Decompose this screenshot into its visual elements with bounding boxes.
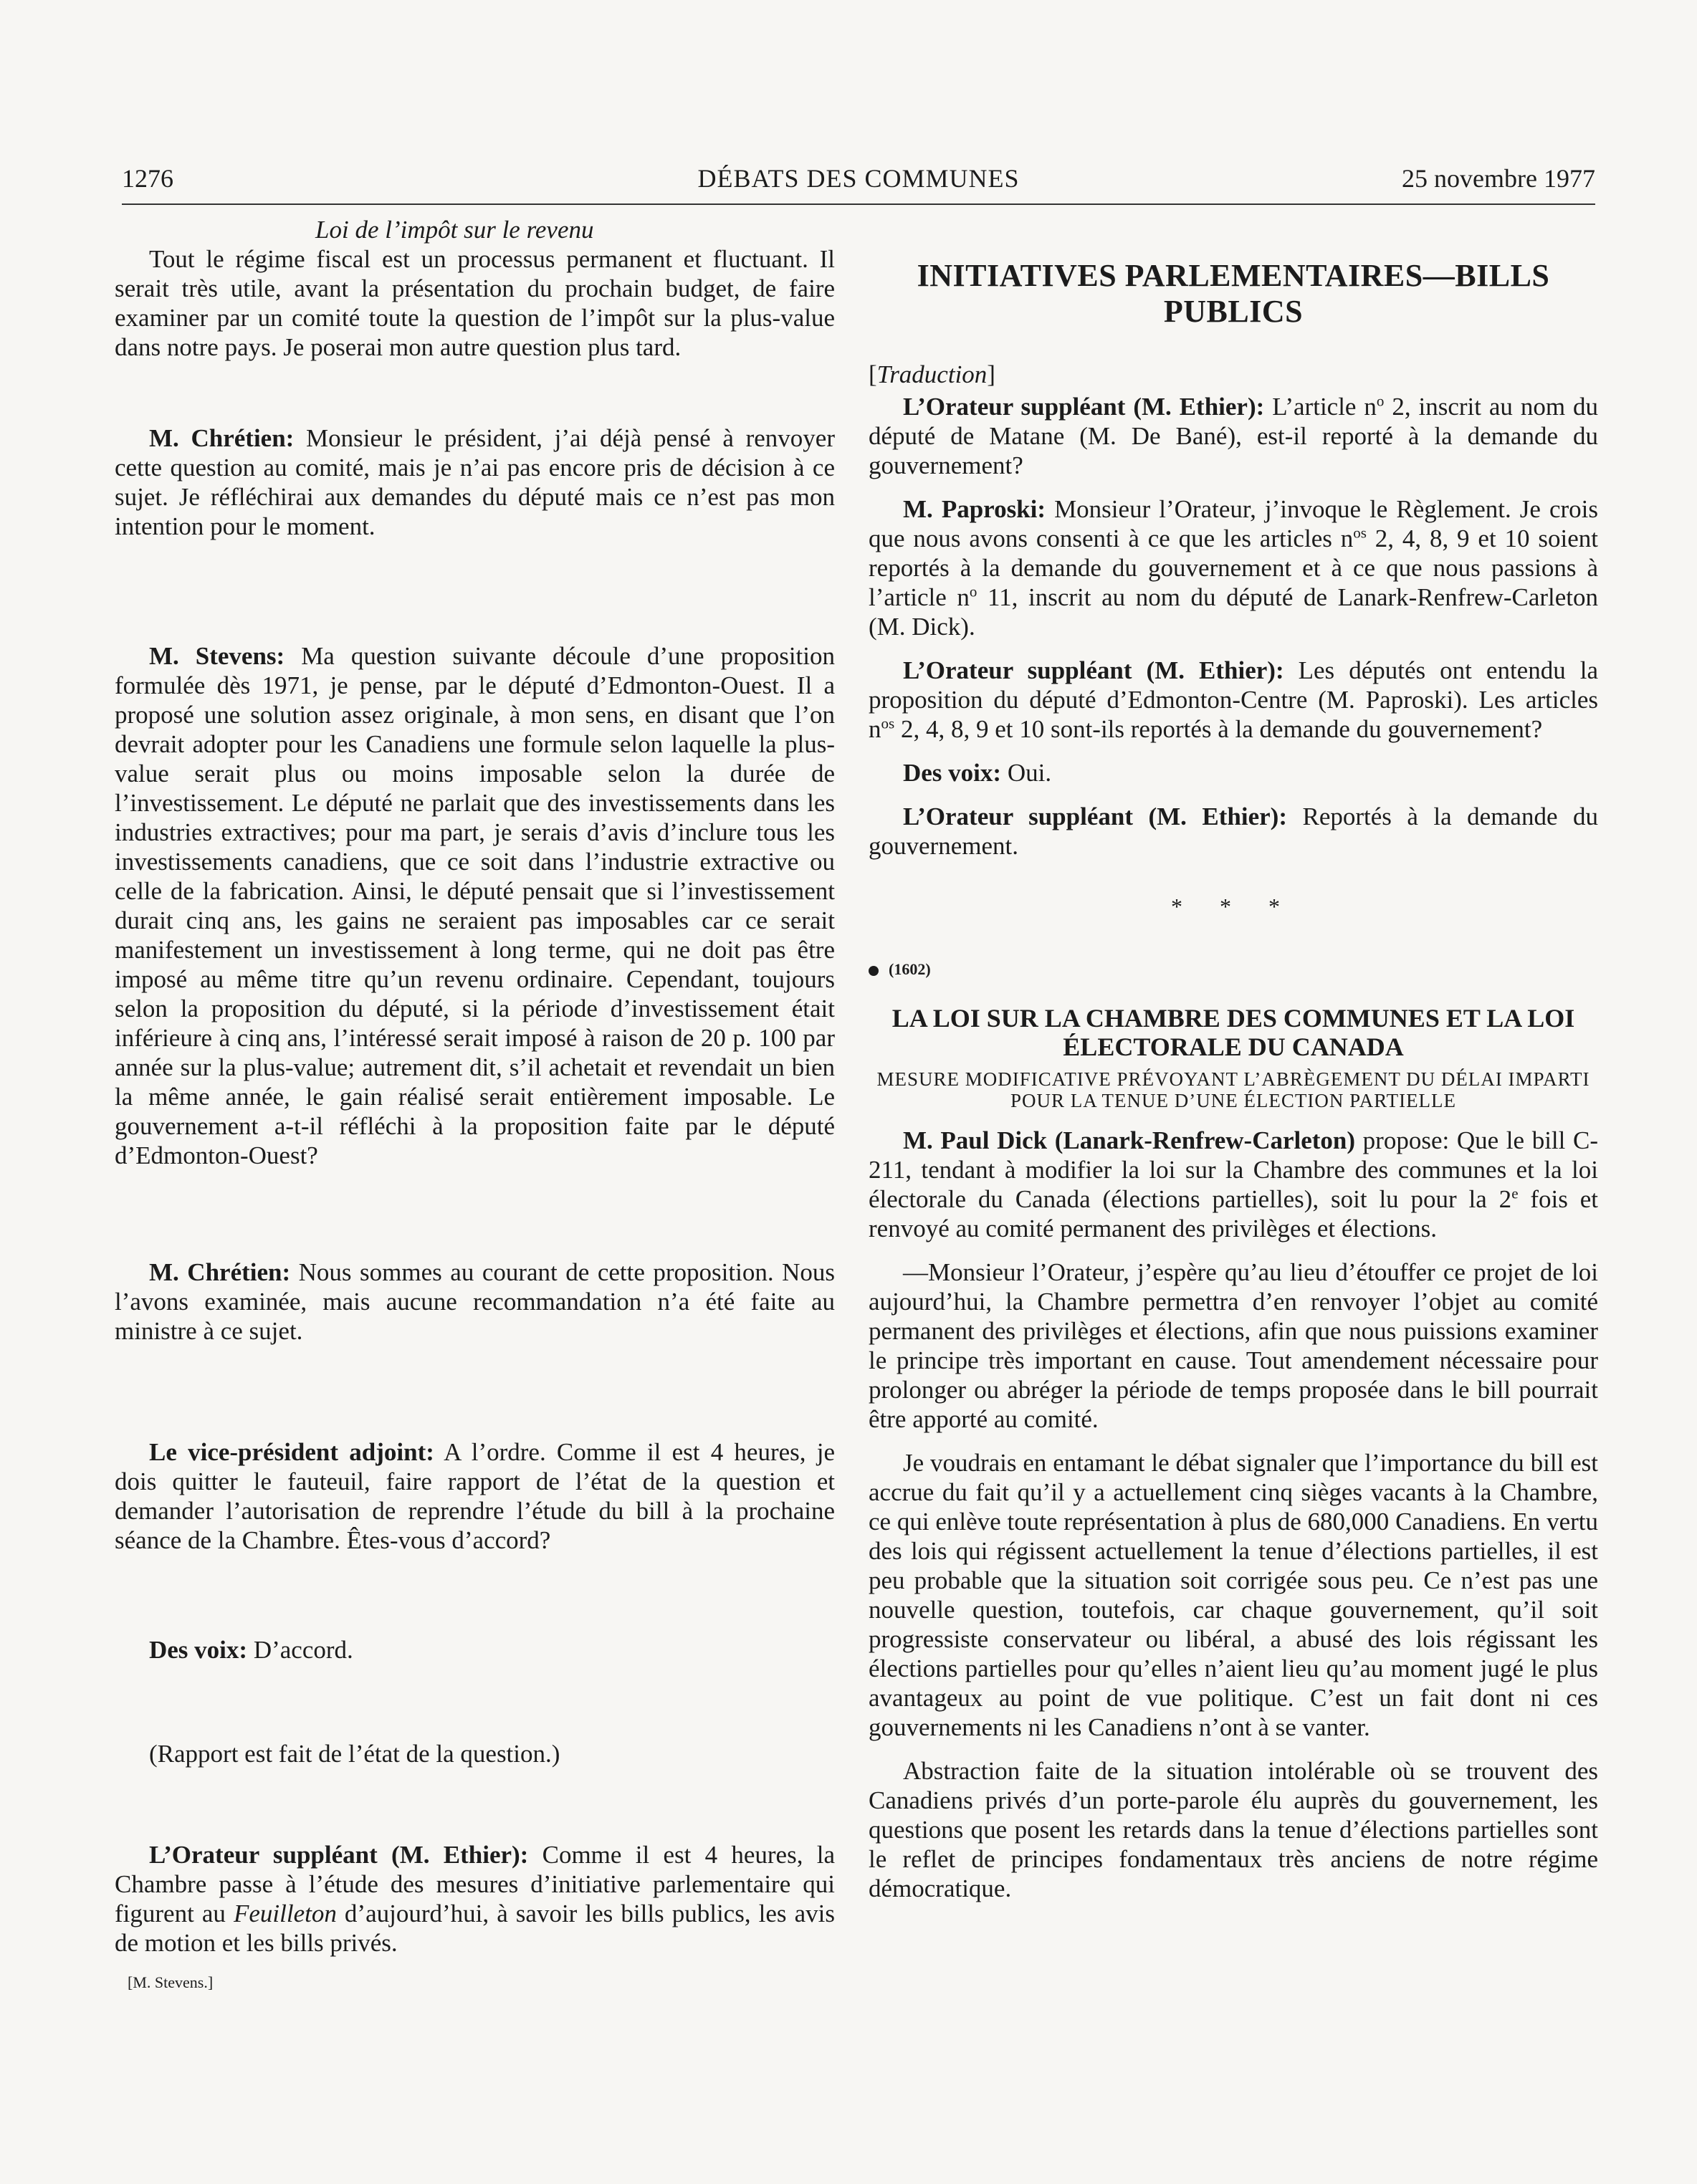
speech-orateur-3 [869, 802, 1598, 861]
running-head: Loi de l’impôt sur le revenu [315, 216, 594, 244]
speaker-riding: (Lanark-Renfrew-Carleton) [1047, 1126, 1356, 1154]
page-number: 1276 [122, 164, 173, 193]
superscript: o [969, 583, 977, 600]
speaker-name: L’Orateur suppléant [149, 1841, 378, 1869]
section-heading: INITIATIVES PARLEMENTAIRES—BILLS PUBLICS [917, 258, 1550, 329]
page-date: 25 novembre 1977 [1402, 164, 1595, 193]
speech-text: Monsieur l’Orateur, j’invoque le Règlement. Je crois que nous avons consenti à ce que les articles n [869, 495, 1598, 552]
speech-text: 2, inscrit au nom du député de Matane (M. De Bané), est-il reporté à la demande du gouvernement? [869, 393, 1598, 479]
speaker-name: Des voix: [903, 759, 1002, 787]
speaker-name: M. Paproski: [903, 495, 1046, 523]
speech-text: Reportés à la demande du gouvernement. [869, 803, 1598, 860]
speech-text: Monsieur le président, j’ai déjà pensé à renvoyer cette question au comité, mais je n’ai pas encore pris de décision à ce sujet. Je réfléchirai aux demandes du député mais ce n’est pas mon intention pour le moment. [115, 424, 835, 540]
speaker-name: L’Orateur suppléant (M. Ethier): [903, 393, 1265, 421]
bracket-close: ] [987, 360, 995, 388]
feuilleton-italic: Feuilleton [233, 1900, 337, 1927]
paragraph-dick-1: —Monsieur l’Orateur, j’espère qu’au lieu d’étouffer ce projet de loi aujourd’hui, la Chambre permettra d’en renvoyer l’objet au comité permanent des privilèges et élections, afin que nous puissions examiner le principe très important en cause. Tout amendement nécessaire pour prolonger ou abréger la période de temps proposée dans le bill pourrait être apporté au comité. [869, 1258, 1598, 1433]
speech-orateur-1 [869, 392, 1598, 480]
speech-text: L’article n [1264, 393, 1377, 421]
translation-tag [869, 360, 1598, 389]
speech-text: Ma question suivante découle d’une proposition formulée dès 1971, je pense, par le député d’Edmonton-Ouest. Il a proposé une solution assez originale, à mon sens, en disant que l’on devrait adopter pour les Canadiens une formule selon laquelle la plus-value serait plus ou moins imposable selon la durée de l’investissement. Le député ne parlait que des investissements dans les industries extractives; pour ma part, je serais d’avis d’inclure tous les investissements canadiens, que ce soit dans l’industrie extractive ou celle de la fabrication. Ainsi, le député pensait que si l’investissement durait cinq ans, les gains ne seraient pas imposables car ce serait manifestement un investissement à long terme, qui ne doit pas être imposé au même titre qu’un revenu ordinaire. Cependant, toujours selon la proposition du député, si la période d’investissement était inférieure à cinq ans, l’intéressé serait imposé à raison de 20 p. 100 par année sur la plus-value; autrement dit, s’il achetait et revendait un bien la même année, le gain réalisé serait entièrement imposable. Le gouvernement a-t-il réfléchi à la proposition faite par le député d’Edmonton-Ouest? [115, 642, 835, 1169]
superscript: os [881, 714, 895, 732]
speech-paproski [869, 494, 1598, 641]
bill-subheading: MESURE MODIFICATIVE PRÉVOYANT L’ABRÈGEMENT DU DÉLAI IMPARTI POUR LA TENUE D’UNE ÉLECTION PARTIELLE [876, 1068, 1590, 1111]
left-column [115, 215, 835, 1997]
footnote: [M. Stevens.] [128, 1973, 214, 1991]
timestamp-text: (1602) [889, 960, 931, 978]
speech-paul-dick-motion [869, 1126, 1598, 1243]
paragraph-dick-3: Abstraction faite de la situation intolérable où se trouvent des Canadiens privés d’un porte-parole élu auprès du gouvernement, les questions que posent les retards dans la tenue d’élections partielles sont le reflet de principes fondamentaux très anciens de notre régime démocratique. [869, 1757, 1598, 1902]
speech-text: 2, 4, 8, 9 et 10 soient reportés à la demande du gouvernement et à ce que nous passions à l’article n [869, 525, 1598, 611]
bill-heading: LA LOI SUR LA CHAMBRE DES COMMUNES ET LA LOI ÉLECTORALE DU CANADA [891, 1004, 1575, 1061]
speech-orateur-suppleant-left [115, 1840, 835, 1958]
bracket-open: [ [869, 360, 877, 388]
speech-text: d’aujourd’hui, à savoir les bills publics, les avis de motion et les bills privés. [115, 1900, 835, 1957]
speaker-name: L’Orateur suppléant [903, 803, 1133, 830]
translation-word: Traduction [876, 360, 988, 388]
speech-orateur-2 [869, 656, 1598, 744]
speaker-name: Des voix: [149, 1636, 248, 1664]
speech-text: Nous sommes au courant de cette proposition. Nous l’avons examinée, mais aucune recommandation n’a été faite au ministre à ce sujet. [115, 1258, 835, 1345]
speech-text: fois et renvoyé au comité permanent des privilèges et élections. [869, 1185, 1599, 1242]
speech-text: 2, 4, 8, 9 et 10 sont-ils reportés à la demande du gouvernement? [894, 715, 1543, 743]
speaker-name: M. Chrétien: [149, 1258, 291, 1286]
speaker-name: Le vice-président adjoint: [149, 1438, 434, 1466]
speech-chretien-2 [115, 1258, 835, 1346]
speaker-name: M. Paul Dick [903, 1126, 1048, 1154]
speech-chretien-1 [115, 423, 835, 541]
page-header [122, 163, 1595, 205]
speaker-paren: (M. Ethier): [1133, 803, 1287, 830]
speech-text: A l’ordre. Comme il est 4 heures, je dois quitter le fauteuil, faire rapport de l’état de la question et demander l’autorisation de reprendre l’étude du bill à la prochaine séance de la Chambre. Êtes-vous d’accord? [115, 1438, 836, 1554]
speaker-name: M. Stevens: [149, 642, 285, 670]
speaker-name: M. Chrétien: [149, 424, 295, 452]
superscript: os [1353, 524, 1367, 542]
superscript: e [1511, 1184, 1519, 1202]
speech-des-voix-2 [869, 758, 1598, 787]
speech-text: propose: Que le bill C-211, tendant à modifier la loi sur la Chambre des communes et la loi électorale du Canada (élections partielles), soit lu pour la 2 [869, 1126, 1599, 1213]
speech-vice-president [115, 1437, 835, 1555]
speaker-name: L’Orateur suppléant (M. Ethier): [903, 656, 1284, 684]
superscript: o [1376, 392, 1385, 410]
section-separator: * * * [1171, 894, 1296, 919]
speech-text: 11, inscrit au nom du député de Lanark-Renfrew-Carleton (M. Dick). [869, 583, 1598, 641]
speech-text: Oui. [1001, 759, 1052, 787]
paragraph-tax-regime: Tout le régime fiscal est un processus permanent et fluctuant. Il serait très utile, avant la présentation du prochain budget, de faire examiner par un comité toute la question de l’impôt sur la plus-value dans notre pays. Je poserai mon autre question plus tard. [115, 245, 835, 361]
right-column [869, 215, 1598, 1903]
speech-des-voix-1 [115, 1635, 835, 1665]
speech-text: Comme il est 4 heures, la Chambre passe à l’étude des mesures d’initiative parlementaire qui figurent au [115, 1841, 835, 1927]
paragraph-dick-2: Je voudrais en entamant le débat signaler que l’importance du bill est accrue du fait qu’il y a actuellement cinq sièges vacants à la Chambre, ce qui enlève toute représentation à plus de 680,000 Canadiens. En vertu des lois qui régissent actuellement la tenue d’élections partielles, il est peu probable que la situation soit corrigée sous peu. Ce n’est pas une nouvelle question, toutefois, car chaque gouvernement, qu’il soit progressiste conservateur ou libéral, a abusé des lois régissant les élections partielles pour qu’elles n’aient lieu qu’au moment jugé le plus avantageux au point de vue politique. C’est un fait dont ni ces gouvernements ni les Canadiens n’ont à se vanter. [869, 1449, 1598, 1741]
procedural-note: (Rapport est fait de l’état de la question.) [149, 1740, 560, 1768]
speaker-paren: (M. Ethier): [377, 1841, 529, 1869]
bullet-icon [869, 966, 879, 976]
speech-text: Les députés ont entendu la proposition du député d’Edmonton-Centre (M. Paproski). Les articles n [869, 656, 1598, 743]
publication-title: DÉBATS DES COMMUNES [697, 164, 1020, 193]
speech-text: D’accord. [247, 1636, 353, 1664]
speech-stevens [115, 641, 835, 1170]
timestamp [869, 954, 1598, 984]
